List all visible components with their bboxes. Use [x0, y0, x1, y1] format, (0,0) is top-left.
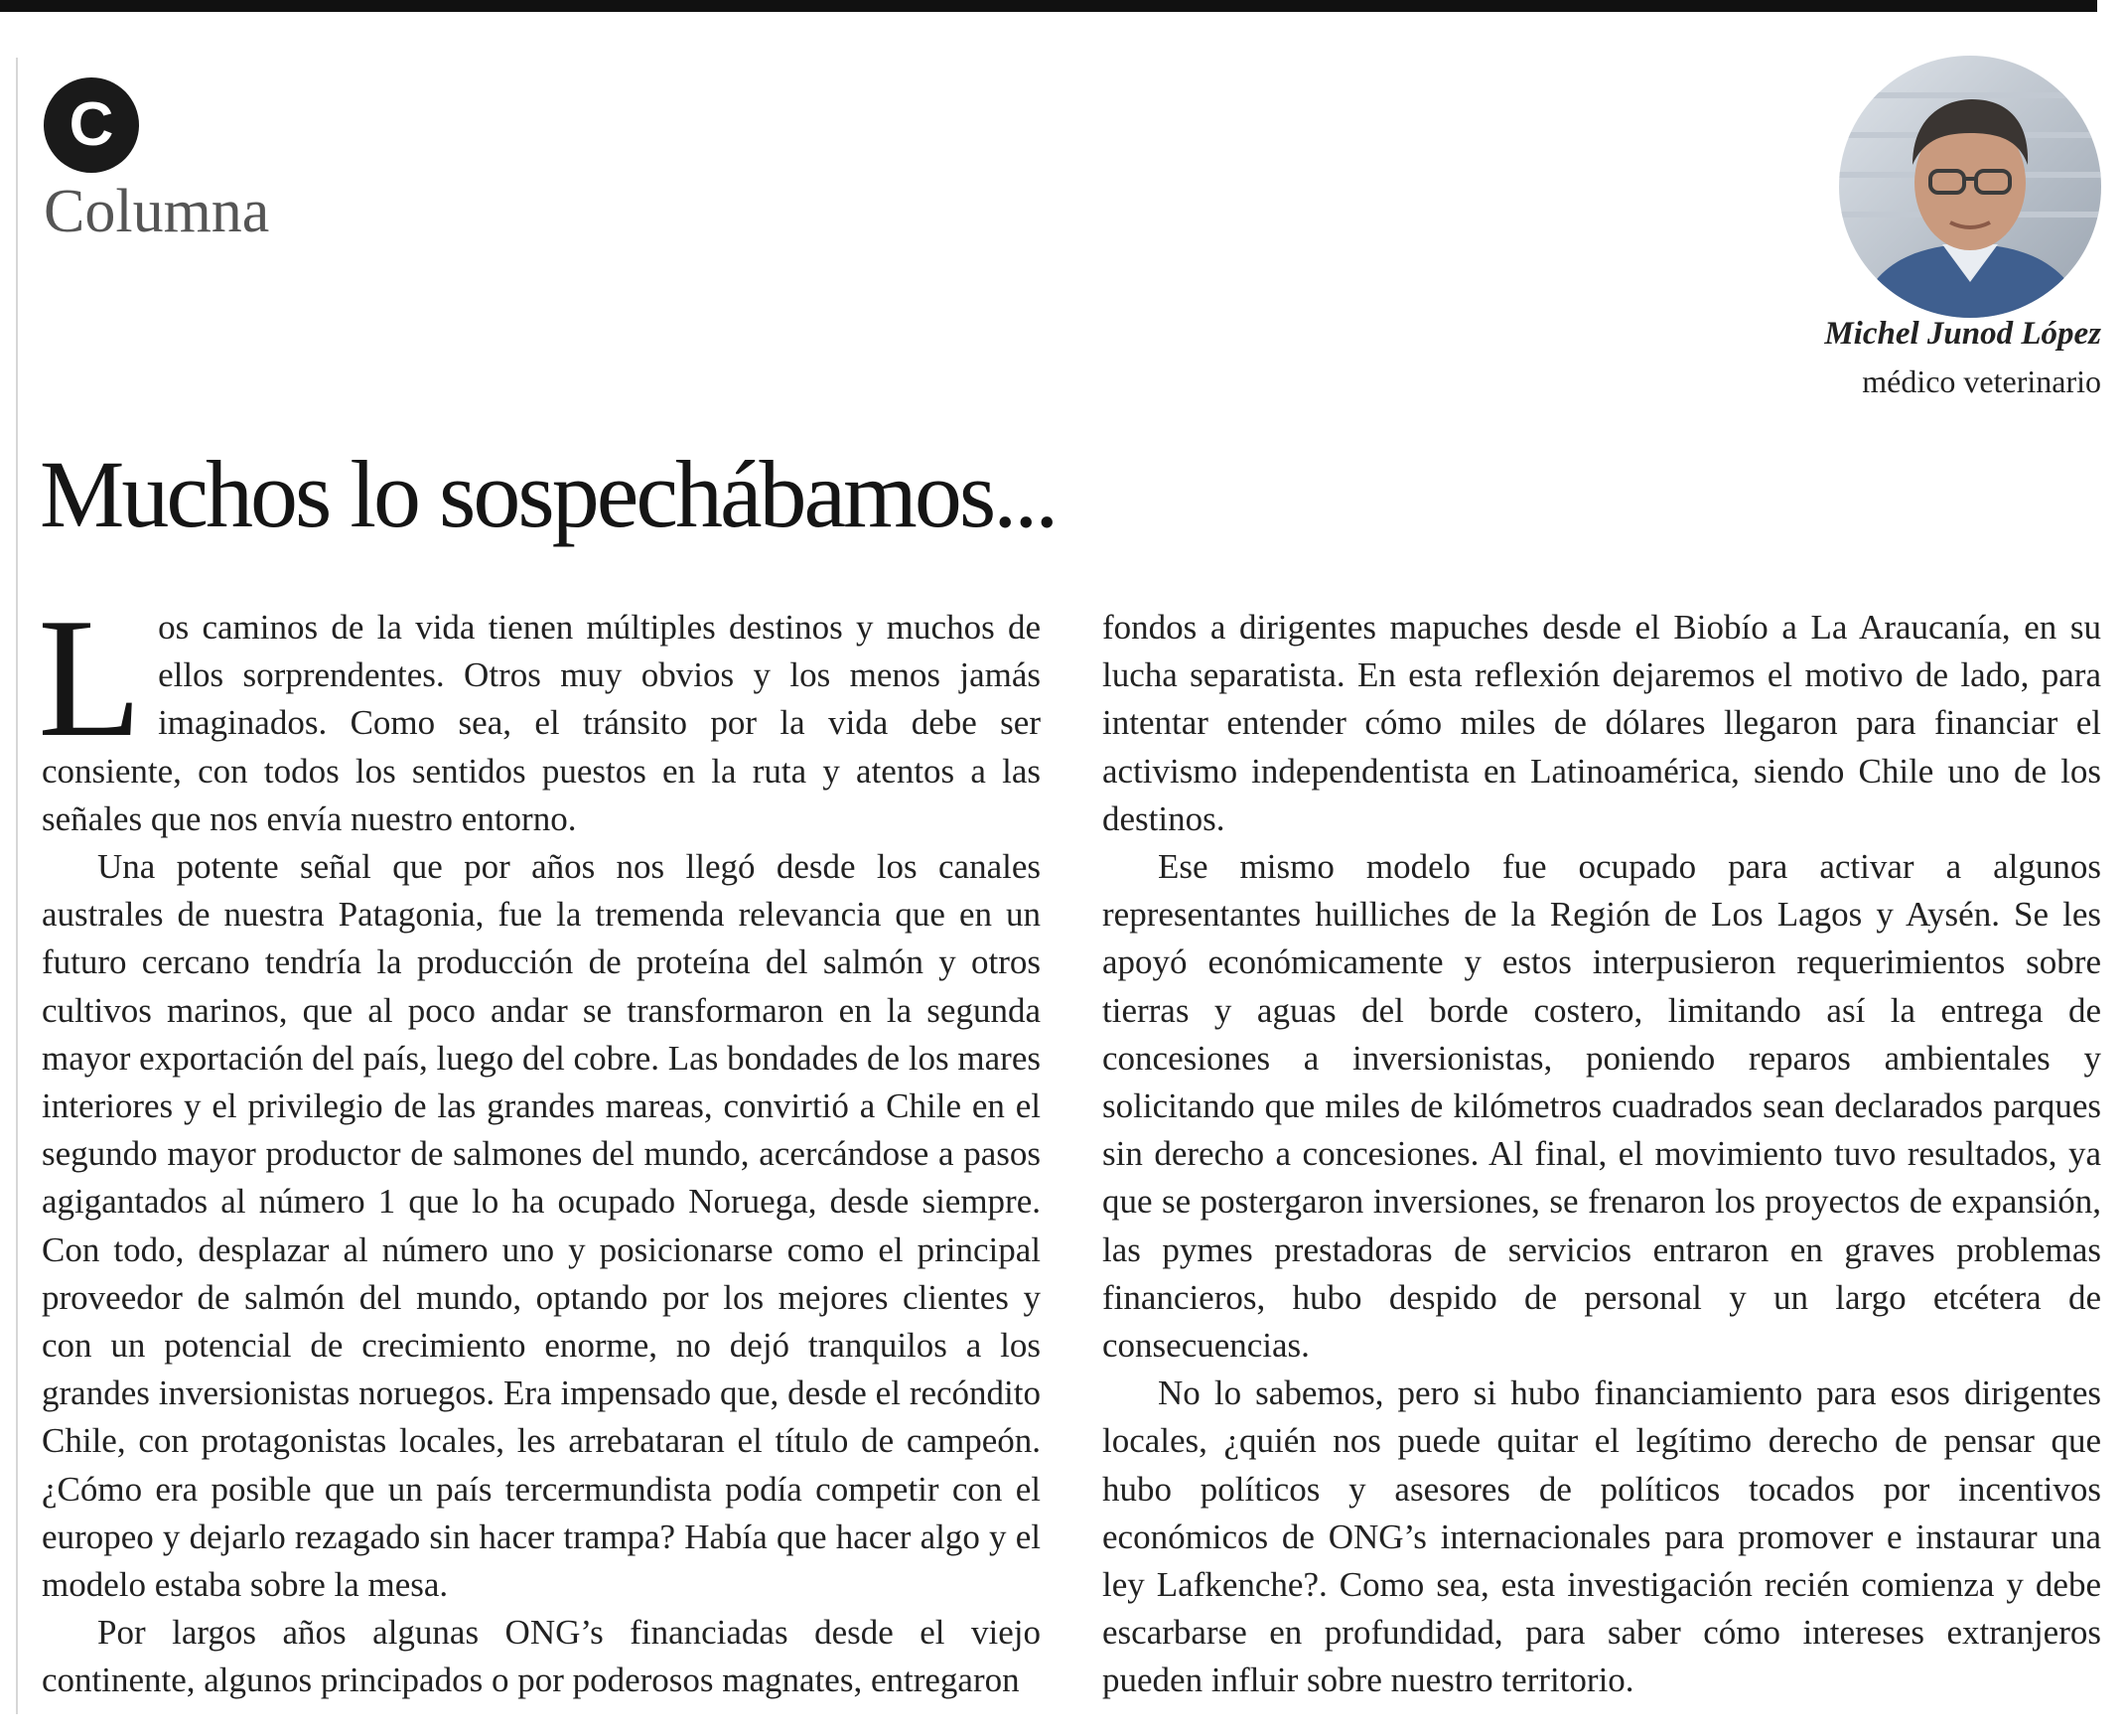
- paragraph-3-start: Por largos años algunas ONG’s financiadas desde el viejo continente, algunos principados o por poderosos magnates, entregaron: [42, 1613, 1041, 1700]
- drop-cap: L: [38, 584, 143, 773]
- paragraph-4: Ese mismo modelo fue ocupado para activar a algunos representantes huilliches de la Región de Los Lagos y Aysén. Se les apoyó económicamente y estos interpusieron requerimientos sobre tierras y aguas del borde costero, limitando así la entrega de concesiones a inversionistas, poniendo reparos ambientales y solicitando que miles de kilómetros cuadrados sean declarados parques sin derecho a concesiones. Al final, el movimiento tuvo resultados, ya que se postergaron inversiones, se frenaron los proyectos de expansión, las pymes prestadoras de servicios entraron en graves problemas financieros, hubo despido de personal y un largo etcétera de consecuencias.: [1102, 847, 2101, 1366]
- left-margin-rule: [16, 58, 18, 1714]
- paragraph-1: [38, 584, 1041, 843]
- top-rule: [0, 0, 2097, 12]
- paragraph-3-continued: fondos a dirigentes mapuches desde el Biobío a La Araucanía, en su lucha separatista. En esta reflexión dejaremos el motivo de lado, para intentar entender cómo miles de dólares llegaron para financiar el activismo independentista en Latinoamérica, siendo Chile uno de los destinos.: [1102, 608, 2101, 838]
- author-name: Michel Junod López: [1824, 316, 2101, 352]
- paragraph-5: No lo sabemos, pero si hubo financiamiento para esos dirigentes locales, ¿quién nos puede quitar el legítimo derecho de pensar que hubo políticos y asesores de políticos tocados por incentivos económicos de ONG’s internacionales para promover e instaurar una ley Lafkenche?. Como sea, esta investigación recién comienza y debe escarbarse en profundidad, para saber cómo intereses extranjeros pueden influir sobre nuestro territorio.: [1102, 1374, 2101, 1700]
- paragraph-2: Una potente señal que por años nos llegó desde los canales australes de nuestra Patagonia, fue la tremenda relevancia que en un futuro cercano tendría la producción de proteína del salmón y otros cultivos marinos, que al poco andar se transformaron en la segunda mayor exportación del país, luego del cobre. Las bondades de los mares interiores y el privilegio de las grandes mareas, convirtió a Chile en el segundo mayor productor de salmones del mundo, acercándose a pasos agigantados al número 1 que lo ha ocupado Noruega, desde siempre. Con todo, desplazar al número uno y posicionarse como el principal proveedor de salmón del mundo, optando por los mejores clientes y con un potencial de crecimiento enorme, no dejó tranquilos a los grandes inversionistas noruegos. Era impensado que, desde el recóndito Chile, con protagonistas locales, les arrebataran el título de campeón. ¿Cómo era posible que un país tercermundista podía competir con el europeo y dejarlo rezagado sin hacer trampa? Había que hacer algo y el modelo estaba sobre la mesa.: [42, 847, 1041, 1605]
- section-badge-icon: C: [44, 77, 139, 173]
- article-column-right: [1102, 604, 2101, 1705]
- article-column-left: [38, 584, 1041, 1705]
- headline: Muchos lo sospechábamos...: [40, 441, 1057, 547]
- author-portrait-icon: [1839, 56, 2101, 318]
- section-label: Columna: [44, 178, 270, 245]
- paragraph-1-text: os caminos de la vida tienen múltiples destinos y muchos de ellos sorprendentes. Otros muy obvios y los menos jamás imaginados. Como sea, el tránsito por la vida debe ser consiente, con todos los sentidos puestos en la ruta y atentos a las señales que nos envía nuestro entorno.: [42, 608, 1041, 838]
- author-role: médico veterinario: [1862, 363, 2101, 399]
